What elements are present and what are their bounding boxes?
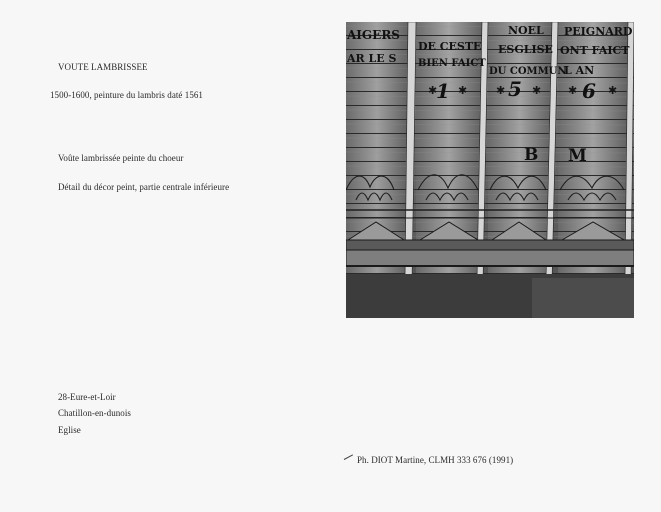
painted-date-digit: 5 xyxy=(508,77,522,101)
inscription-word: PEIGNARD xyxy=(564,25,633,38)
painted-initial: B xyxy=(524,145,539,165)
painted-initial: M xyxy=(568,146,587,166)
credit-tick-mark xyxy=(344,454,353,460)
svg-text:✱: ✱ xyxy=(428,84,438,97)
notice-title: VOUTE LAMBRISSEE xyxy=(58,62,148,72)
notice-detail: Détail du décor peint, partie centrale inférieure xyxy=(58,182,230,192)
photo-credit: Ph. DIOT Martine, CLMH 333 676 (1991) xyxy=(357,455,514,465)
cornice-highlight xyxy=(532,278,634,318)
inscription-word: ONT FAICT xyxy=(560,44,630,57)
painted-date-digit: 1 xyxy=(436,79,450,103)
location-town: Chatillon-en-dunois xyxy=(58,408,131,418)
svg-text:✱: ✱ xyxy=(496,84,506,97)
svg-text:✱: ✱ xyxy=(608,84,618,97)
svg-text:✱: ✱ xyxy=(568,84,578,97)
inscription-word: ESGLISE xyxy=(498,43,553,56)
inscription-word: DU COMMUN xyxy=(489,66,567,77)
inscription-word: BIEN FAICT xyxy=(418,58,486,69)
vault-photograph xyxy=(346,22,634,318)
notice-description: Voûte lambrissée peinte du choeur xyxy=(58,153,184,163)
svg-text:✱: ✱ xyxy=(532,84,542,97)
notice-date: 1500-1600, peinture du lambris daté 1561 xyxy=(50,90,203,100)
location-department: 28-Eure-et-Loir xyxy=(58,392,116,402)
location-building: Eglise xyxy=(58,425,81,435)
inscription-word: AR LE S xyxy=(347,52,397,65)
svg-text:✱: ✱ xyxy=(458,84,468,97)
inscription-word: NOEL xyxy=(508,24,544,37)
painted-date-digit: 6 xyxy=(582,79,596,103)
inscription-word: L AN xyxy=(564,64,595,77)
inscription-word: AIGERS xyxy=(347,28,400,42)
inscription-word: DE CESTE xyxy=(418,40,482,53)
